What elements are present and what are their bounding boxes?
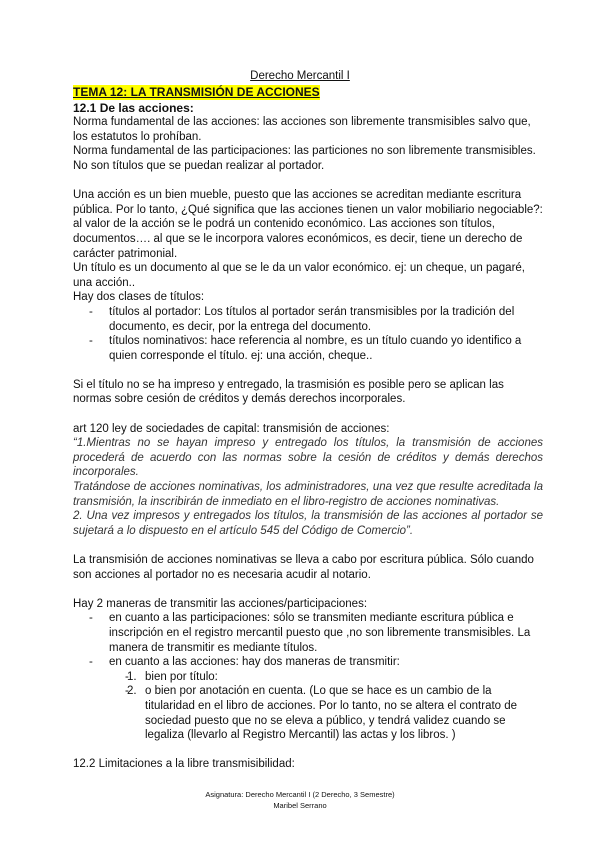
ways-list <box>73 611 543 742</box>
sub-list-text: o bien por anotación en cuenta. (Lo que se hace es un cambio de la titularidad en el libro de acciones. Por lo tanto, no se altera el contrato de sociedad puesto que no se eleva a público, y tendrá validez cuando se legaliza (llevarlo al Registro Mercantil) las actas y los libros. ) <box>145 685 518 742</box>
sub-list-item <box>127 684 543 742</box>
paragraph-trasmision-no-impreso: Si el título no se ha impreso y entregado, la trasmisión es posible pero se aplican las normas sobre cesión de créditos y demás derechos incorporales. <box>73 378 504 406</box>
tema-heading: TEMA 12: LA TRANSMISIÓN DE ACCIONES <box>73 85 320 99</box>
paragraph-titulo-definicion: Un título es un documento al que se le da un valor económico. ej: un cheque, un pagaré, una acción.. <box>73 262 525 289</box>
paragraph-accion-bien-mueble: Una acción es un bien mueble, puesto que las acciones se acreditan mediante escritura pública. Por lo tanto, ¿Qué significa que las acciones tienen un valor mobiliario negociable?: al valor de la acción se le podrá un contenido económico. Las acciones son títulos, documentos…. al que se le incorpora valores económicos, es decir, tiene un derecho de carácter patrimonial. <box>73 189 543 260</box>
sub-list-number: - 1. <box>127 670 137 683</box>
sub-list-item <box>127 670 543 685</box>
paragraph-escritura-publica: La transmisión de acciones nominativas se lleva a cabo por escritura pública. Sólo cuando son acciones al portador no es necesaria acudir al notario. <box>73 554 534 581</box>
list-item: - títulos nominativos: hace referencia al nombre, es un título cuando yo identifico a quien corresponde el título. ej: una acción, cheque.. <box>109 334 543 363</box>
quote-article-nominativas: Tratándose de acciones nominativas, los administradores, una vez que resulte acreditada la transmisión, la inscribirán de inmediato en el libro-registro de acciones nominativas. <box>73 481 543 508</box>
paragraph-art-120: art 120 ley de sociedades de capital: transmisión de acciones: <box>73 422 390 435</box>
list-item: - títulos al portador: Los títulos al portador serán transmisibles por la tradición del documento, es decir, por la entrega del documento. <box>109 305 543 334</box>
footer-subject: Asignatura: Derecho Mercantil I (2 Derecho, 3 Semestre) <box>205 790 395 799</box>
paragraph-clases-titulos: Hay dos clases de títulos: <box>73 291 205 304</box>
paragraph-norma-acciones: Norma fundamental de las acciones: las acciones son libremente transmisibles salvo que, los estatutos lo prohíban. <box>73 116 531 143</box>
sub-list <box>109 670 543 743</box>
list-item <box>109 655 543 743</box>
document-header-title: Derecho Mercantil I <box>250 70 350 82</box>
titles-list <box>73 305 543 363</box>
sub-list-text: bien por título: <box>145 670 218 683</box>
page-footer <box>0 790 600 811</box>
list-item: - en cuanto a las participaciones: sólo se transmiten mediante escritura pública e inscripción en el registro mercantil puesto que ,no son libremente transmisibles. La manera de transmitir es mediante títulos. <box>109 611 543 655</box>
section-heading-12-2: 12.2 Limitaciones a la libre transmisibilidad: <box>73 758 295 771</box>
list-item-text: en cuanto a las acciones: hay dos maneras de transmitir: <box>109 656 400 669</box>
paragraph-maneras-transmitir: Hay 2 maneras de transmitir las acciones/participaciones: <box>73 597 368 610</box>
sub-list-number: - 2. <box>127 685 137 698</box>
document-body <box>73 85 543 772</box>
section-heading-12-1: 12.1 De las acciones: <box>73 100 194 115</box>
quote-article-1: “1.Mientras no se hayan impreso y entregado los títulos, la transmisión de acciones procederá de acuerdo con las normas sobre la cesión de créditos y demás derechos incorporales. <box>73 437 543 479</box>
paragraph-norma-participaciones: Norma fundamental de las participaciones: las particiones no son libremente transmisibles. No son títulos que se puedan realizar al portador. <box>73 145 536 172</box>
footer-author: Maribel Serrano <box>273 800 327 810</box>
quote-article-2: 2. Una vez impresos y entregados los títulos, la transmisión de las acciones al portador se sujetará a lo dispuesto en el artículo 545 del Código de Comercio”. <box>73 510 543 537</box>
